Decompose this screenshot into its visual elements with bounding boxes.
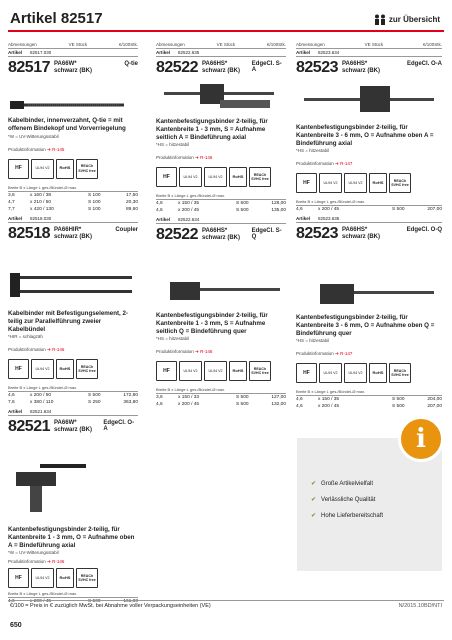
hf-badge: HF <box>8 159 29 179</box>
ul-badge: UL94 V2 <box>31 359 54 379</box>
article-number: 82518 <box>8 224 50 242</box>
product-details-82523-b <box>296 314 442 410</box>
table-row: 4,6 x 200 / 50 S 500 172,80 <box>8 393 138 399</box>
product-heading <box>296 59 442 77</box>
variant: EdgeCl. S-Q <box>251 228 282 241</box>
certification-badges <box>8 359 138 379</box>
hf-badge: HF <box>156 361 177 381</box>
product-description: Kantenbefestigungsbinder 2-teilig, für Kantenbreite 1 - 3 mm, S = Aufnahme seitlich Q = Bindeführung quer <box>156 312 268 335</box>
hf-badge: HF <box>296 173 317 193</box>
edge-clip-image <box>300 276 440 308</box>
reach-badge: REACh SVHC free <box>76 359 98 379</box>
breite-header: Breite B x Länge L ges./Bündel-Ø max. <box>8 185 138 192</box>
ul-badge: UL94 V2 <box>204 167 227 187</box>
product-details-82522-a <box>156 118 286 244</box>
product-details-82522-b <box>156 312 286 408</box>
price-rows <box>8 192 138 213</box>
edge-clip-image <box>10 462 90 522</box>
product-note: *W = UV-Witterungsstabil <box>8 550 59 556</box>
list-item: ✔ Verlässliche Qualität <box>311 496 376 503</box>
product-block-82522-a <box>156 42 286 77</box>
product-note: *HS = hitzestabil <box>296 338 330 344</box>
product-note: *HIR = schlagzäh <box>8 334 43 340</box>
reach-badge: REACh SVHC free <box>76 159 98 179</box>
rohs-badge: RoHS <box>56 159 74 179</box>
certification-badges <box>156 167 286 187</box>
product-description: Kantenbefestigungsbinder 2-teilig, für Kantenbreite 1 - 3 mm, S = Aufnahme seitlich A = Bindeführung axial <box>156 118 268 141</box>
variant: EdgeCl. O-A <box>103 420 135 433</box>
back-to-overview-link[interactable] <box>373 14 440 25</box>
product-details-82521 <box>8 526 138 605</box>
rohs-badge: RoHS <box>369 173 387 193</box>
article-number: 82522 <box>156 59 198 76</box>
product-description: Kabelbinder, innenverzahnt, Q-tie = mit offenem Bindekopf und Vorverriegelung <box>8 117 126 132</box>
cable-tie-image <box>8 96 128 114</box>
article-number: 82523 <box>296 59 338 76</box>
table-row: 3,6 x 160 / 38 S 100 17,50 <box>8 192 138 198</box>
check-icon: ✔ <box>311 513 317 519</box>
edge-clip-image <box>160 272 284 306</box>
rohs-badge: RoHS <box>56 568 74 588</box>
edge-clip-image <box>300 82 440 116</box>
table-row: 3,6 x 150 / 33 S 500 127,00 <box>156 395 286 401</box>
price-rows <box>8 392 138 406</box>
hf-badge: HF <box>8 359 29 379</box>
check-icon: ✔ <box>311 481 317 487</box>
artikel-row: Artikel 82522.635 <box>156 49 286 57</box>
rohs-badge: RoHS <box>56 359 74 379</box>
list-item: ✔ Hohe Lieferbereitschaft <box>311 512 384 519</box>
reach-badge: REACh SVHC free <box>389 173 411 193</box>
hf-badge: HF <box>8 568 29 588</box>
ul-badge: UL94 V2 <box>179 167 202 187</box>
product-block-82517 <box>8 42 138 77</box>
table-row: 4,6 x 200 / 45 S 500 135,00 <box>156 208 286 214</box>
footer-rule <box>8 600 444 601</box>
certification-badges <box>296 173 442 193</box>
product-note: *HS = hitzestabil <box>156 142 190 148</box>
article-number: 82521 <box>8 418 50 436</box>
table-row: 4,6 x 150 / 35 S 500 204,00 <box>296 397 442 403</box>
article-number: 82522 <box>156 226 198 244</box>
material: PA66HS* schwarz (BK) <box>202 61 241 74</box>
ul-badge: UL94 V2 <box>204 361 227 381</box>
rohs-badge: RoHS <box>229 361 247 381</box>
product-details-82517 <box>8 117 138 243</box>
hf-badge: HF <box>296 363 317 383</box>
footer-code: N/2015.10BD/NTI <box>398 603 442 609</box>
table-row: 4,6 x 200 / 45 S 500 132,00 <box>156 402 286 408</box>
ul-badge: UL94 V2 <box>319 363 342 383</box>
product-details-82523-a <box>296 124 442 243</box>
variant: EdgeCl. O-Q <box>406 227 442 234</box>
reach-badge: REACh SVHC free <box>249 361 271 381</box>
breite-header: Breite B x Länge L ges./Bündel-Ø max. <box>156 387 286 394</box>
top-rule <box>8 30 444 32</box>
table-row: 7,7 x 420 / 130 S 100 89,60 <box>8 206 138 212</box>
artikel-row: Artikel 82521.634 <box>8 408 138 416</box>
product-block-82523-a <box>296 42 442 77</box>
table-row: 4,7 x 210 / 50 S 100 20,30 <box>8 199 138 205</box>
reach-badge: REACh SVHC free <box>76 568 98 588</box>
ul-badge: UL94 V2 <box>31 159 54 179</box>
breite-header: Breite B x Länge L ges./Bündel-Ø max. <box>8 591 138 598</box>
table-row: 7,6 x 380 / 110 S 250 363,80 <box>8 400 138 406</box>
reach-badge: REACh SVHC free <box>249 167 271 187</box>
artikel-row: Artikel 82523.635 <box>296 215 442 223</box>
ul-badge: UL94 V2 <box>179 361 202 381</box>
product-heading <box>8 418 138 436</box>
product-info-link[interactable]: Produktinformation ➔ R-147 <box>296 351 353 357</box>
product-info-link[interactable]: Produktinformation ➔ R-146 <box>8 347 65 353</box>
variant: Coupler <box>115 226 138 233</box>
list-item: ✔ Große Artikelvielfalt <box>311 480 374 487</box>
breite-header: Breite B x Länge L ges./Bündel-Ø max. <box>156 193 286 200</box>
footer-note: €/100 = Preis in € zuzüglich MwSt. bei Abnahme voller Verpackungseinheiten (VE) <box>10 603 211 609</box>
info-icon: i <box>398 416 444 462</box>
variant: Q-tie <box>124 61 138 67</box>
table-row: 4,6 x 150 / 35 S 500 128,00 <box>156 201 286 207</box>
breite-header: Breite B x Länge L ges./Bündel-Ø max. <box>8 385 138 392</box>
material: PA66HS* schwarz (BK) <box>342 227 381 241</box>
material: PA66HS* schwarz (BK) <box>202 228 241 242</box>
check-icon: ✔ <box>311 497 317 503</box>
artikel-row: Artikel 82522.634 <box>156 216 286 224</box>
product-description: Kantenbefestigungsbinder 2-teilig, für Kantenbreite 1 - 3 mm, O = Aufnahme oben A = Bindeführung axial <box>8 526 135 549</box>
variant: EdgeCl. O-A <box>406 61 442 67</box>
hf-badge: HF <box>156 167 177 187</box>
reach-badge: REACh SVHC free <box>389 363 411 383</box>
table-row: 4,6 x 200 / 45 S 500 207,00 <box>296 404 442 410</box>
product-info-link[interactable]: Produktinformation ➔ R-147 <box>296 161 353 167</box>
material: PA66W* schwarz (BK) <box>54 420 93 434</box>
coupler-image <box>8 268 134 308</box>
artikel-row: Artikel 82518.030 <box>8 215 138 223</box>
ul-badge: UL94 V2 <box>319 173 342 193</box>
article-number: 82517 <box>8 59 50 76</box>
breite-header: Breite B x Länge L ges./Bündel-Ø max. <box>296 389 442 396</box>
product-info-link[interactable]: Produktinformation ➔ R-146 <box>156 155 213 161</box>
product-description: Kabelbinder mit Befestigungselement, 2-teilig zur Parallelführung zweier Kabelbündel <box>8 310 128 333</box>
certification-badges <box>8 159 138 179</box>
ul-badge: UL94 V2 <box>31 568 54 588</box>
product-description: Kantenbefestigungsbinder 2-teilig, für Kantenbreite 3 - 6 mm, O = Aufnahme oben Q = Bindeführung quer <box>296 314 435 337</box>
certification-badges <box>8 568 138 588</box>
table-header: Abmessungen VE Stück €/100Stk. <box>156 42 286 47</box>
certification-badges <box>296 363 442 383</box>
breite-header: Breite B x Länge L ges./Bündel-Ø max. <box>296 199 442 206</box>
product-note: *W = UV-Witterungsstabil <box>8 133 59 139</box>
page-number: 650 <box>10 622 22 629</box>
product-heading <box>8 59 138 77</box>
product-heading <box>156 59 286 77</box>
ul-badge: UL94 V2 <box>344 173 367 193</box>
certification-badges <box>156 361 286 381</box>
product-info-link[interactable]: Produktinformation ➔ R-145 <box>8 146 65 152</box>
product-details-82518 <box>8 310 138 436</box>
page-title: Artikel 82517 <box>10 10 103 27</box>
rohs-badge: RoHS <box>369 363 387 383</box>
product-info-link[interactable]: Produktinformation ➔ R-146 <box>156 349 213 355</box>
ul-badge: UL94 V2 <box>344 363 367 383</box>
product-note: *HS = hitzestabil <box>296 148 330 154</box>
variant: EdgeCl. S-A <box>251 61 282 73</box>
product-description: Kantenbefestigungsbinder 2-teilig, für Kantenbreite 3 - 6 mm, O = Aufnahme oben A = Bindeführung axial <box>296 124 434 147</box>
artikel-row: Artikel 82523.634 <box>296 49 442 57</box>
table-row: 4,6 x 200 / 45 S 500 207,00 <box>296 207 442 213</box>
artikel-row: Artikel 82517.030 <box>8 49 138 57</box>
article-number: 82523 <box>296 225 338 243</box>
product-note: *HS = hitzestabil <box>156 336 190 342</box>
rohs-badge: RoHS <box>229 167 247 187</box>
back-link-label: zur Übersicht <box>388 15 440 24</box>
people-icon <box>373 14 387 25</box>
material: PA66HS* schwarz (BK) <box>342 61 381 74</box>
product-heading <box>156 226 286 244</box>
table-header: Abmessungen VE Stück €/100Stk. <box>296 42 442 47</box>
product-heading <box>296 225 442 243</box>
table-header: Abmessungen VE Stück €/100Stk. <box>8 42 138 47</box>
table-row: 4,6 x 200 / 45 S 500 161,00 <box>8 599 138 605</box>
edge-clip-image <box>160 78 284 112</box>
material: PA66W* schwarz (BK) <box>54 61 93 74</box>
material: PA66HIR* schwarz (BK) <box>54 226 93 240</box>
product-heading <box>8 225 138 243</box>
product-info-link[interactable]: Produktinformation ➔ R-146 <box>8 559 65 565</box>
